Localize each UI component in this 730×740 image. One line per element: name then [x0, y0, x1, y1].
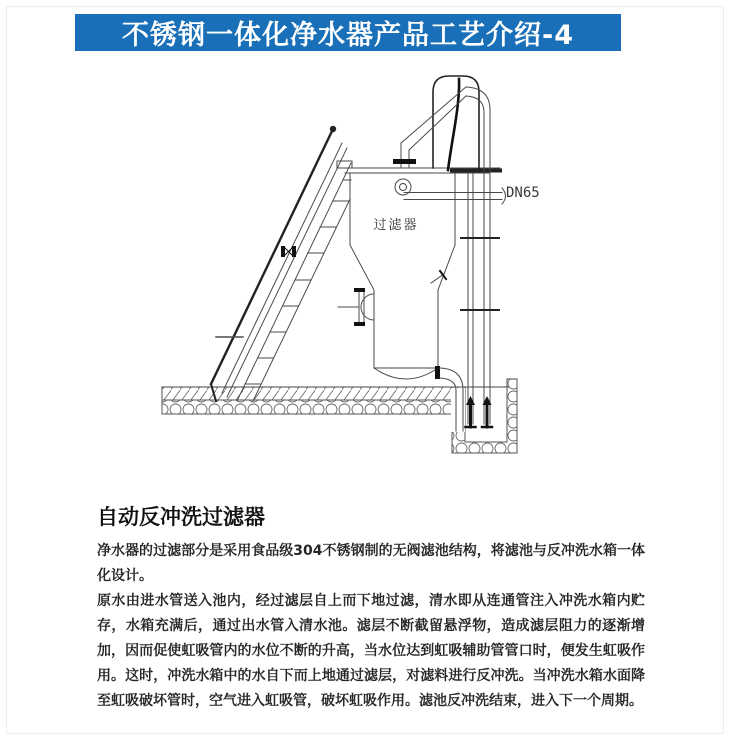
access-ladder [211, 126, 351, 401]
tank-label: 过滤器 [373, 218, 419, 233]
section-heading: 自动反冲洗过滤器 [97, 505, 265, 529]
paragraph-process: 原水由进水管送入池内，经过滤层自上而下地过滤，清水即从连通管注入冲洗水箱内贮存，水箱充满后，通过出水管入清水池。滤层不断截留悬浮物，造成滤层阻力的逐渐增加，因而促使虹吸管内的水位不断的升高，当水位达到虹吸辅助管管口时，便发生虹吸作用。这时，冲洗水箱中的水自下而上地通过滤层，对滤料进行反冲洗。当冲洗水箱水面降至虹吸破坏管时，空气进入虹吸管，破坏虹吸作用。滤池反冲洗结束，进入下一个周期。 [97, 593, 645, 709]
paragraph-intro: 净水器的过滤部分是采用食品级304不锈钢制的无阀滤池结构，将滤池与反冲洗水箱一体化设计。 [97, 543, 645, 584]
siphon-piping [393, 76, 506, 427]
description-section [97, 502, 645, 714]
pipe-size-label: DN65 [506, 185, 540, 201]
banner-title: 不锈钢一体化净水器产品工艺介绍-4 [122, 20, 574, 51]
